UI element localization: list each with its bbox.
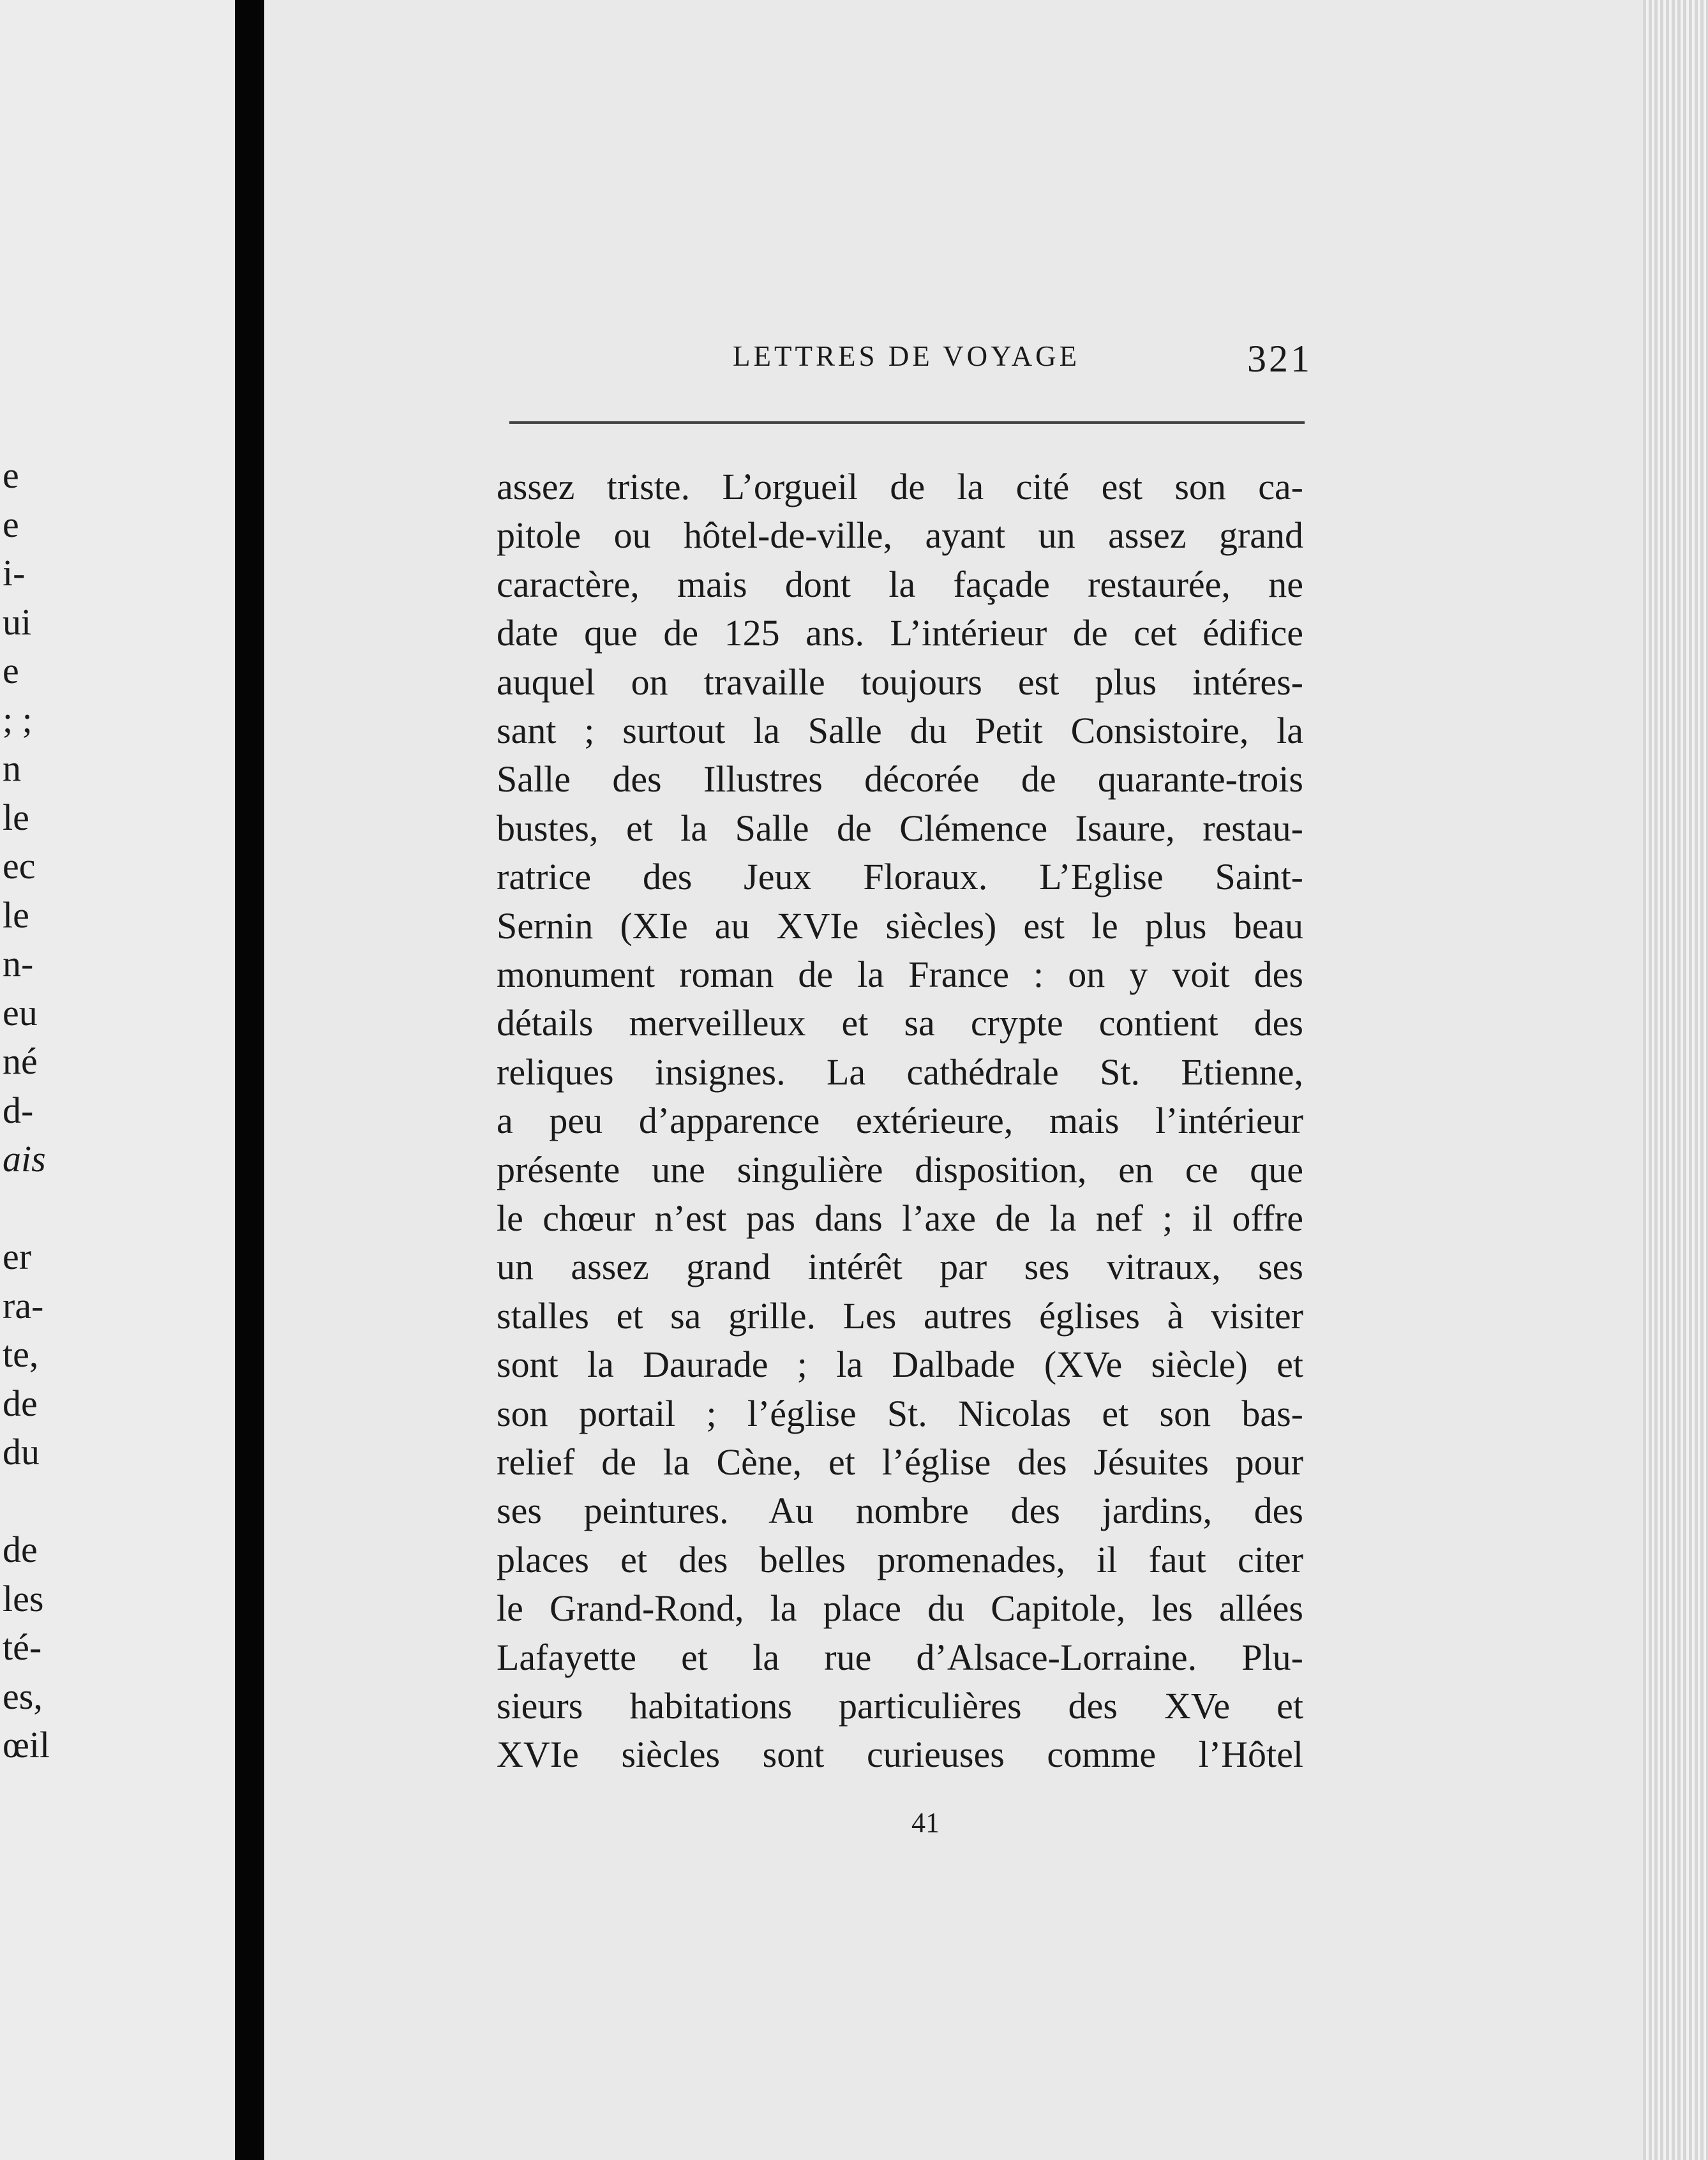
left-fragment: né — [3, 1040, 38, 1082]
text-line: Lafayette et la rue d’Alsace-Lorraine. Plu- — [497, 1636, 1303, 1678]
text-line: ratrice des Jeux Floraux. L’Eglise Saint- — [497, 856, 1303, 898]
signature-mark: 41 — [911, 1807, 940, 1838]
text-line: places et des belles promenades, il faut citer — [497, 1538, 1303, 1580]
left-fragment: n — [3, 747, 21, 789]
left-fragment: de — [3, 1382, 38, 1424]
text-line: sieurs habitations particulières des XVe et — [497, 1685, 1303, 1727]
left-fragment: i- — [3, 552, 26, 594]
left-fragment: e — [3, 454, 19, 496]
left-fragment: le — [3, 796, 29, 838]
text-line: bustes, et la Salle de Clémence Isaure, restau- — [497, 807, 1303, 849]
text-line: date que de 125 ans. L’intérieur de cet édifice — [497, 612, 1303, 654]
left-fragment: ais — [3, 1138, 46, 1180]
text-line: reliques insignes. La cathédrale St. Etienne, — [497, 1051, 1303, 1093]
text-line: le Grand-Rond, la place du Capitole, les allées — [497, 1587, 1303, 1630]
header-rule — [509, 421, 1305, 424]
page-edges — [1643, 0, 1708, 2160]
text-line: a peu d’apparence extérieure, mais l’intérieur — [497, 1100, 1303, 1142]
text-line: le chœur n’est pas dans l’axe de la nef ; il offre — [497, 1197, 1303, 1239]
text-line: monument roman de la France : on y voit des — [497, 954, 1303, 995]
left-fragment: les — [3, 1577, 44, 1619]
left-fragment: te, — [3, 1333, 39, 1375]
text-line: ses peintures. Au nombre des jardins, des — [497, 1490, 1303, 1532]
left-fragment: œil — [3, 1724, 50, 1766]
page-number: 321 — [1247, 338, 1312, 380]
left-fragment: ec — [3, 845, 36, 887]
text-line: assez triste. L’orgueil de la cité est son ca- — [497, 466, 1303, 507]
text-line: stalles et sa grille. Les autres églises à visiter — [497, 1294, 1303, 1337]
left-fragment: es, — [3, 1675, 43, 1717]
text-line: un assez grand intérêt par ses vitraux, ses — [497, 1246, 1303, 1288]
left-fragment: ra- — [3, 1284, 44, 1326]
running-title: LETTRES DE VOYAGE — [733, 340, 1081, 372]
text-line: sant ; surtout la Salle du Petit Consistoire, la — [497, 710, 1303, 751]
text-line: détails merveilleux et sa crypte contient des — [497, 1002, 1303, 1044]
left-fragment: le — [3, 894, 29, 936]
left-fragment: n- — [3, 943, 34, 984]
text-line: Sernin (XIe au XVIe siècles) est le plus beau — [497, 904, 1303, 947]
left-fragment: eu — [3, 991, 38, 1033]
text-line: pitole ou hôtel-de-ville, ayant un assez grand — [497, 514, 1303, 557]
left-fragment: e — [3, 503, 19, 545]
left-fragment: té- — [3, 1626, 42, 1668]
text-line: son portail ; l’église St. Nicolas et son bas- — [497, 1392, 1303, 1434]
left-page-fragment — [0, 0, 235, 2160]
text-line: Salle des Illustres décorée de quarante-trois — [497, 758, 1303, 800]
left-fragment: e — [3, 650, 19, 691]
text-line: relief de la Cène, et l’église des Jésuites pour — [497, 1441, 1303, 1483]
left-fragment: d- — [3, 1089, 34, 1131]
text-line: présente une singulière disposition, en ce que — [497, 1148, 1303, 1190]
text-line: sont la Daurade ; la Dalbade (XVe siècle) et — [497, 1344, 1303, 1386]
left-fragment: er — [3, 1236, 32, 1277]
left-fragment: de — [3, 1529, 38, 1570]
book-gutter — [235, 0, 264, 2160]
left-fragment: ; ; — [3, 698, 33, 740]
left-fragment: du — [3, 1431, 40, 1473]
text-line: auquel on travaille toujours est plus intéres- — [497, 661, 1303, 703]
text-line: XVIe siècles sont curieuses comme l’Hôtel — [497, 1734, 1303, 1776]
text-line: caractère, mais dont la façade restaurée, ne — [497, 563, 1303, 605]
left-fragment: ui — [3, 601, 32, 643]
